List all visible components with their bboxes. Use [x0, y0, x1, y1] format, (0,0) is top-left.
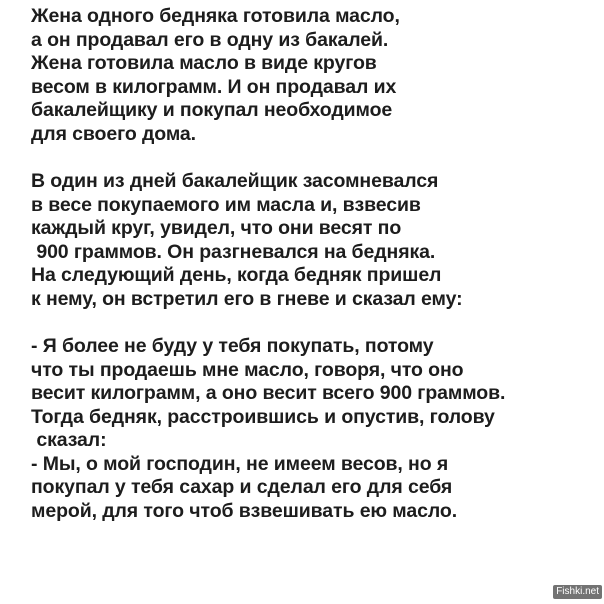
text-line: На следующий день, когда бедняк пришел [31, 264, 442, 286]
text-line: - Я более не буду у тебя покупать, потому [31, 335, 434, 357]
text-line: покупал у тебя сахар и сделал его для себя [31, 476, 453, 498]
text-line: Тогда бедняк, расстроившись и опустив, голову [31, 405, 495, 428]
text-line: в весе покупаемого им масла и, взвесив [31, 193, 421, 216]
paragraph-2 [31, 170, 604, 311]
text-line: а он продавал его в одну из бакалей. [31, 28, 389, 51]
text-line: бакалейщику и покупал необходимое [31, 99, 393, 121]
paragraph-spacer [31, 311, 604, 335]
text-line: сказал: [31, 429, 107, 451]
text-line: В один из дней бакалейщик засомневался [31, 170, 439, 192]
text-line: 900 граммов. Он разгневался на бедняка. [31, 240, 436, 263]
text-line: Жена одного бедняка готовила масло, [31, 5, 400, 27]
text-line: мерой, для того чтоб взвешивать ею масло. [31, 499, 458, 522]
text-line: к нему, он встретил его в гневе и сказал ему: [31, 287, 463, 310]
text-line: - Мы, о мой господин, не имеем весов, но я [31, 452, 449, 475]
text-line: что ты продаешь мне масло, говоря, что оно [31, 358, 464, 381]
paragraph-3 [31, 335, 604, 523]
text-line: каждый круг, увидел, что они весят по [31, 217, 402, 239]
text-line: Жена готовила масло в виде кругов [31, 52, 377, 74]
paragraph-1 [31, 5, 604, 146]
text-line: для своего дома. [31, 122, 196, 145]
text-line: весом в килограмм. И он продавал их [31, 75, 397, 98]
text-line: весит килограмм, а оно весит всего 900 граммов. [31, 382, 506, 404]
watermark-logo: Fishki.net [553, 585, 602, 599]
paragraph-spacer [31, 146, 604, 170]
